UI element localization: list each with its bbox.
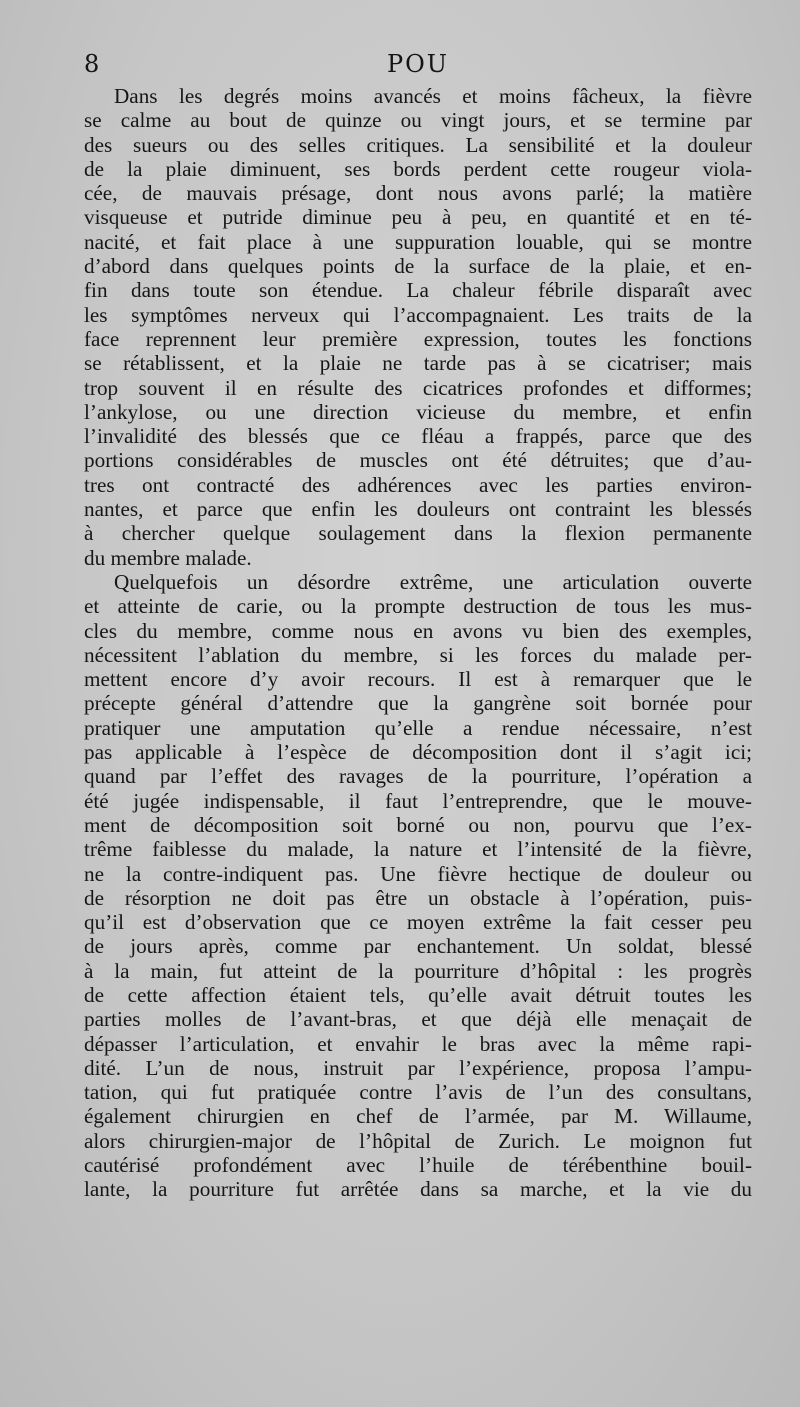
text-line: se rétablissent, et la plaie ne tarde pas à se cicatriser; mais (84, 351, 752, 376)
text-line: parties molles de l’avant-bras, et que déjà elle menaçait de (84, 1007, 752, 1032)
text-line: trop souvent il en résulte des cicatrices profondes et difformes; (84, 375, 752, 400)
text-line: été jugée indispensable, il faut l’entreprendre, que le mouve- (84, 788, 752, 813)
text-line: et atteinte de carie, ou la prompte destruction de tous les mus- (84, 594, 752, 619)
text-line: les symptômes nerveux qui l’accompagnaient. Les traits de la (84, 302, 752, 327)
text-line: qu’il est d’observation que ce moyen extrême la fait cesser peu (84, 910, 752, 935)
text-line: dité. L’un de nous, instruit par l’expérience, proposa l’ampu- (84, 1055, 752, 1080)
text-line: pas applicable à l’espèce de décomposition dont il s’agit ici; (84, 740, 752, 765)
text-line: cautérisé profondément avec l’huile de térébenthine bouil- (84, 1153, 752, 1178)
text-line: nécessitent l’ablation du membre, si les forces du malade per- (84, 642, 752, 667)
text-line: à la main, fut atteint de la pourriture d’hôpital : les progrès (84, 958, 752, 983)
text-line: tation, qui fut pratiquée contre l’avis de l’un des consultans, (84, 1080, 752, 1105)
text-line: cles du membre, comme nous en avons vu bien des exemples, (84, 618, 752, 643)
text-line: du membre malade. (84, 545, 252, 570)
running-head: POU (386, 50, 450, 78)
text-line: dépasser l’articulation, et envahir le bras avec la même rapi- (84, 1031, 752, 1056)
page-header (84, 50, 752, 84)
text-line: se calme au bout de quinze ou vingt jours, et se termine par (84, 108, 752, 133)
text-line: pratiquer une amputation qu’elle a rendue nécessaire, n’est (84, 715, 752, 740)
text-line: cée, de mauvais présage, dont nous avons parlé; la matière (84, 181, 752, 206)
text-line: d’abord dans quelques points de la surface de la plaie, et en- (84, 254, 752, 279)
text-line: visqueuse et putride diminue peu à peu, en quantité et en té- (84, 205, 752, 230)
text-line: portions considérables de muscles ont été détruites; que d’au- (84, 448, 752, 473)
text-line: tres ont contracté des adhérences avec les parties environ- (84, 472, 752, 497)
text-line: Dans les degrés moins avancés et moins fâcheux, la fièvre (114, 84, 752, 108)
text-line: fin dans toute son étendue. La chaleur fébrile disparaît avec (84, 278, 752, 303)
paragraph (84, 570, 752, 1202)
text-line: précepte général d’attendre que la gangrène soit bornée pour (84, 691, 752, 716)
text-line: des sueurs ou des selles critiques. La sensibilité et la douleur (84, 132, 752, 157)
text-line: lante, la pourriture fut arrêtée dans sa marche, et la vie du (84, 1177, 752, 1202)
text-line: Quelquefois un désordre extrême, une articulation ouverte (114, 569, 752, 594)
text-line: quand par l’effet des ravages de la pourriture, l’opération a (84, 764, 752, 789)
body-text (84, 84, 752, 1202)
text-line: nacité, et fait place à une suppuration louable, qui se montre (84, 229, 752, 254)
text-line: nantes, et parce que enfin les douleurs ont contraint les blessés (84, 497, 752, 522)
text-line: l’invalidité des blessés que ce fléau a frappés, parce que des (84, 424, 752, 449)
text-line: également chirurgien en chef de l’armée, par M. Willaume, (84, 1104, 752, 1129)
page-number: 8 (84, 50, 100, 78)
text-line: alors chirurgien-major de l’hôpital de Zurich. Le moignon fut (84, 1128, 752, 1153)
paragraph (84, 84, 752, 570)
text-line: ne la contre-indiquent pas. Une fièvre hectique de douleur ou (84, 861, 752, 886)
text-line: de résorption ne doit pas être un obstacle à l’opération, puis- (84, 885, 752, 910)
text-line: face reprennent leur première expression, toutes les fonctions (84, 326, 752, 351)
text-line: de cette affection étaient tels, qu’elle avait détruit toutes les (84, 982, 752, 1007)
text-line: l’ankylose, ou une direction vicieuse du membre, et enfin (84, 399, 752, 424)
text-line: trême faiblesse du malade, la nature et l’intensité de la fièvre, (84, 837, 752, 862)
text-line: mettent encore d’y avoir recours. Il est à remarquer que le (84, 667, 752, 692)
text-line: de jours après, comme par enchantement. Un soldat, blessé (84, 934, 752, 959)
text-line: de la plaie diminuent, ses bords perdent cette rougeur viola- (84, 156, 752, 181)
text-line: ment de décomposition soit borné ou non, pourvu que l’ex- (84, 812, 752, 837)
text-line: à chercher quelque soulagement dans la flexion permanente (84, 521, 752, 546)
